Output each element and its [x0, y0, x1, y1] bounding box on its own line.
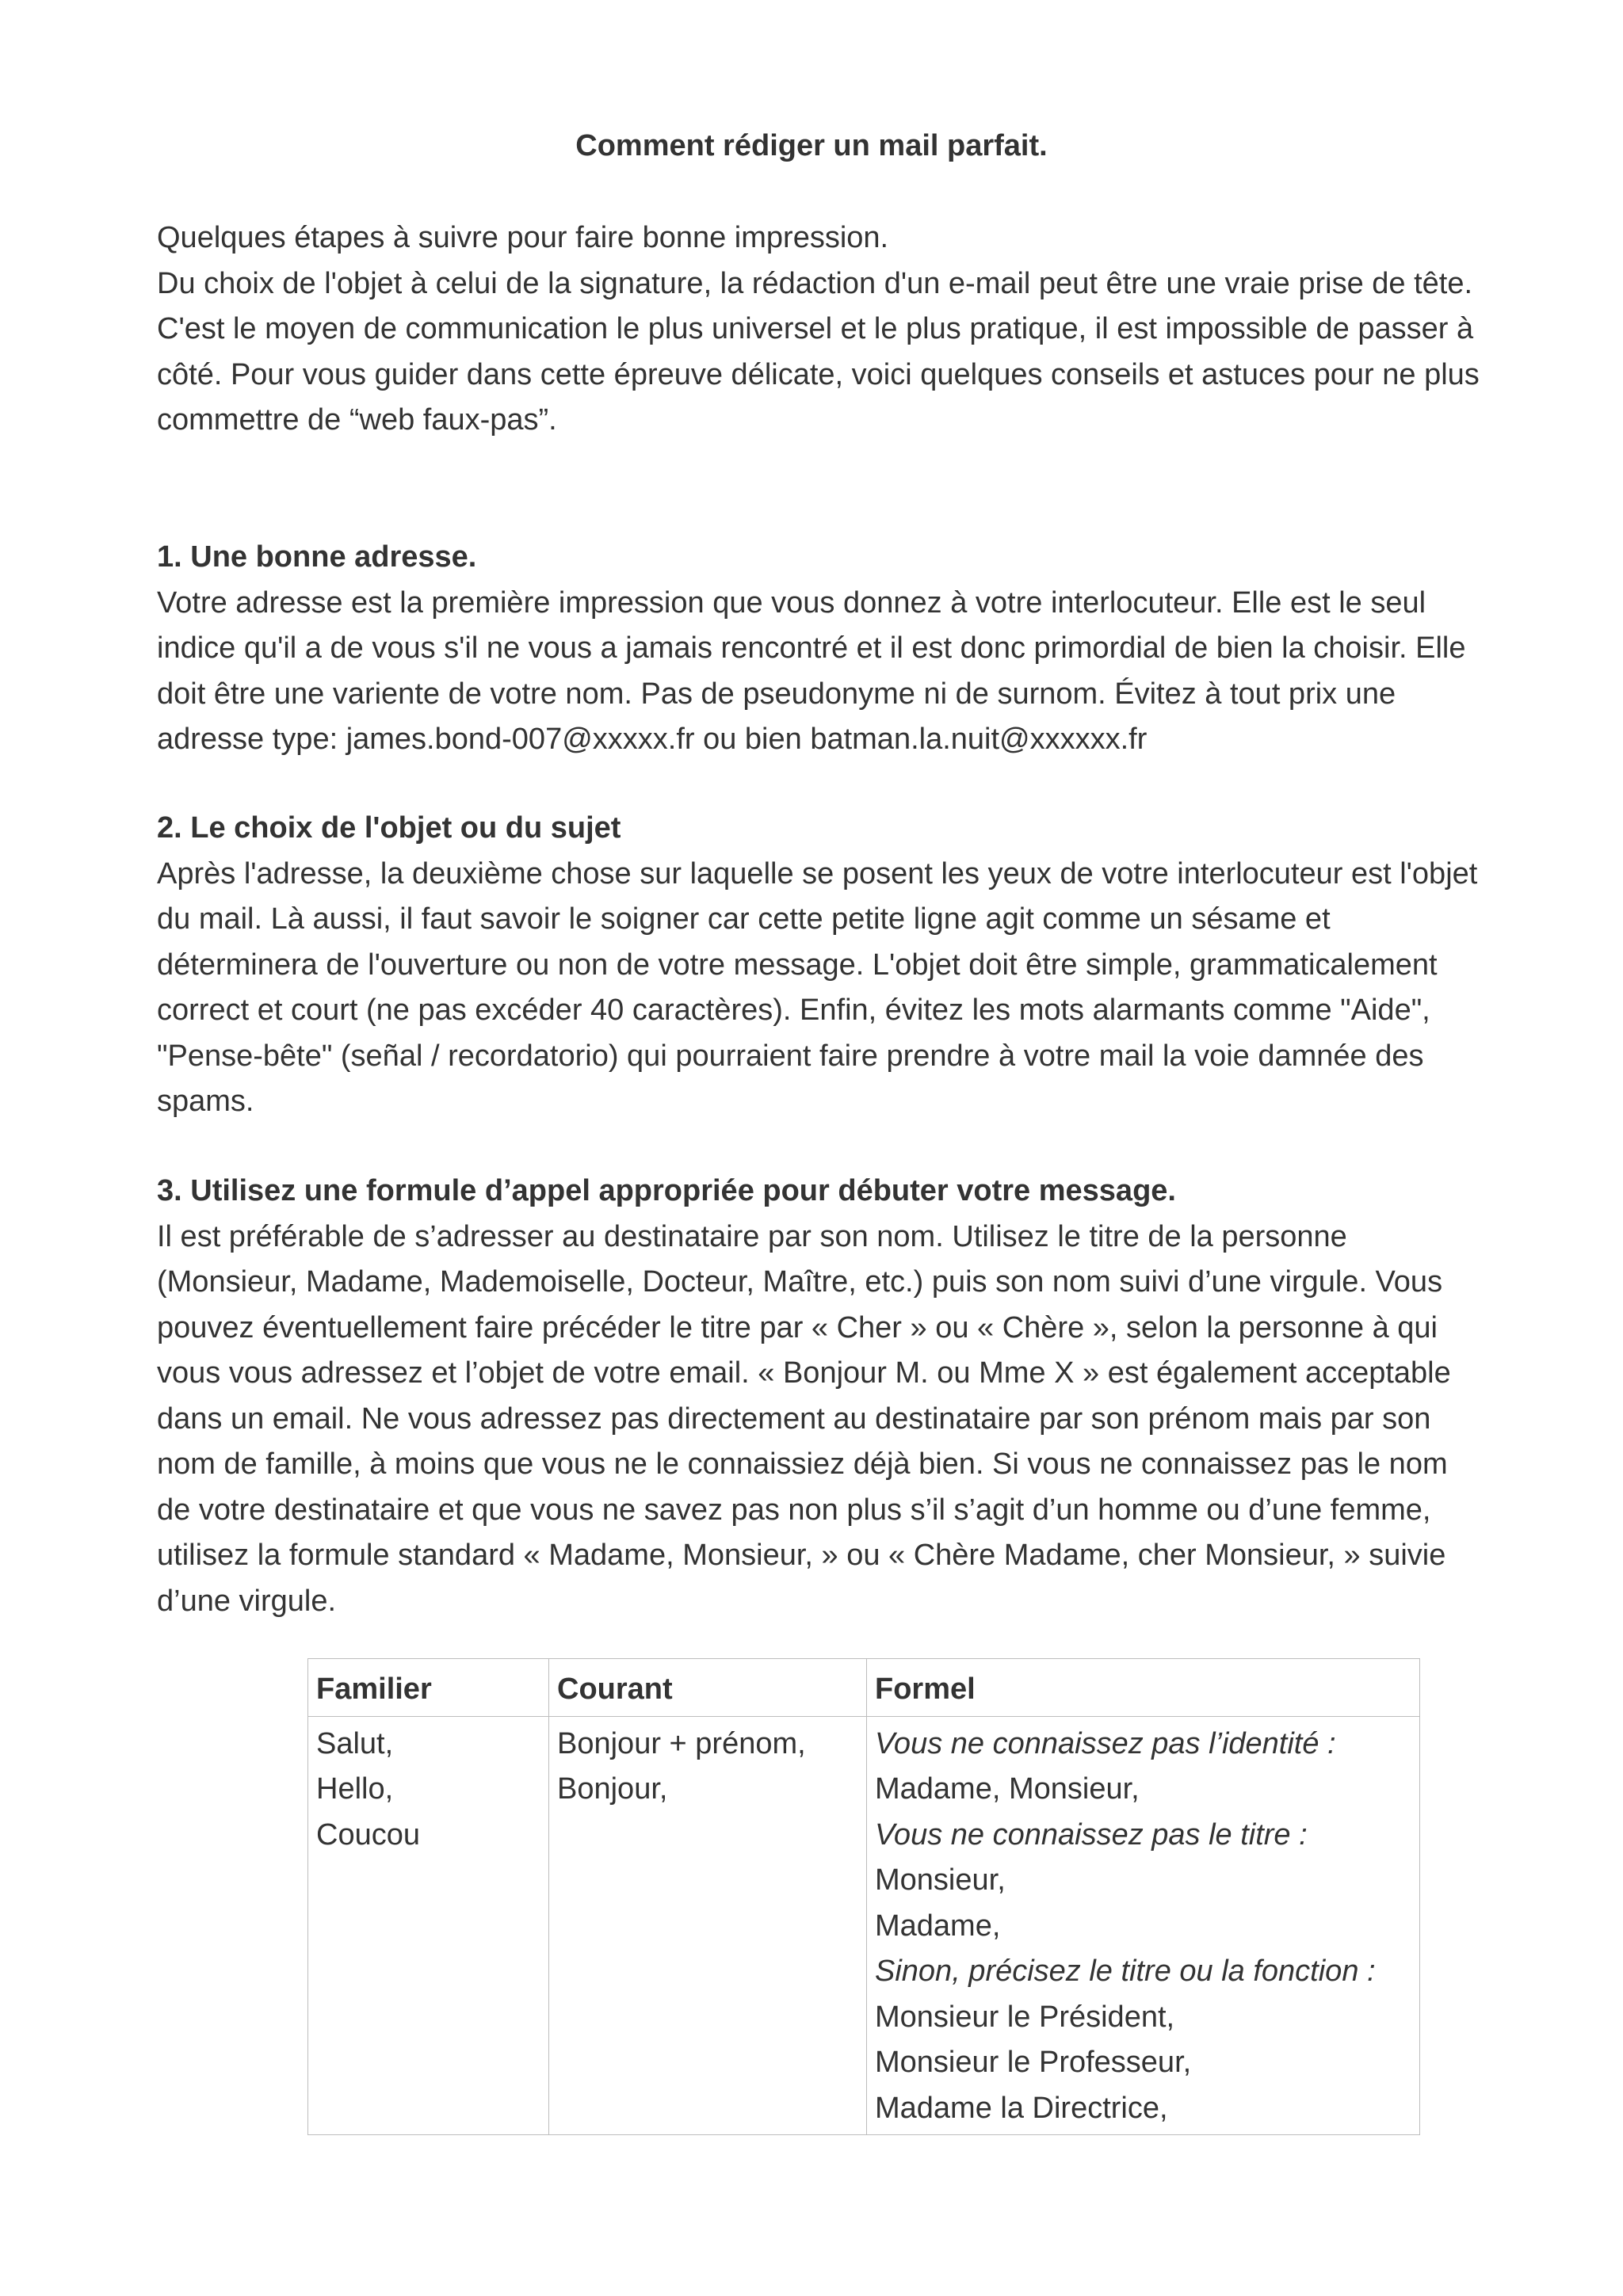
- formel-line: Madame, Monsieur,: [875, 1772, 1140, 1806]
- formel-line: Monsieur,: [875, 1863, 1006, 1897]
- formel-line: Vous ne connaissez pas le titre :: [875, 1817, 1308, 1852]
- section-body: Il est préférable de s’adresser au destinataire par son nom. Utilisez le titre de la personne (Monsieur, Madame, Mademoiselle, Docteur, Maître, etc.) puis son nom suivi d’une virgule. Vous pouvez éventuellement faire précéder le titre par « Cher » ou « Chère », selon la personne à qui vous vous adressez et l’objet de votre email. « Bonjour M. ou Mme X » est également acceptable dans un email. Ne vous adressez pas directement au destinataire par son prénom mais par son nom de famille, à moins que vous ne le connaissiez déjà bien. Si vous ne connaissez pas le nom de votre destinataire et que vous ne savez pas non plus s’il s’agit d’un homme ou d’une femme, utilisez la formule standard « Madame, Monsieur, » ou « Chère Madame, cher Monsieur, » suivie d’une virgule.: [157, 1219, 1451, 1618]
- section-heading: 2. Le choix de l'objet ou du sujet: [157, 811, 621, 845]
- header-courant: Courant: [549, 1659, 867, 1717]
- formules-table: [307, 1658, 1420, 2135]
- section-heading: 1. Une bonne adresse.: [157, 540, 477, 574]
- section-body: Votre adresse est la première impression que vous donnez à votre interlocuteur. Elle est le seul indice qu'il a de vous s'il ne vous a jamais rencontré et il est donc primordial de bien la choisir. Elle doit être une variente de votre nom. Pas de pseudonyme ni de surnom. Évitez à tout prix une adresse type: james.bond-007@xxxxx.fr ou bien batman.la.nuit@xxxxxx.fr: [157, 585, 1466, 756]
- courant-line: Bonjour,: [557, 1772, 668, 1806]
- cell-formel: [867, 1716, 1420, 2135]
- intro-first-line: Quelques étapes à suivre pour faire bonne impression.: [157, 221, 889, 254]
- section-objet: [157, 806, 1488, 1125]
- intro-block: [157, 215, 1488, 444]
- section-heading: 3. Utilisez une formule d’appel appropriée pour débuter votre message.: [157, 1174, 1176, 1207]
- table-header-row: [308, 1659, 1420, 1717]
- header-formel: Formel: [867, 1659, 1420, 1717]
- familier-line: Salut,: [316, 1726, 394, 1760]
- cell-courant: [549, 1716, 867, 2135]
- courant-line: Bonjour + prénom,: [557, 1726, 806, 1760]
- document-title: Comment rédiger un mail parfait.: [575, 129, 1048, 162]
- formel-line: Monsieur le Professeur,: [875, 2046, 1192, 2079]
- formel-line: Monsieur le Président,: [875, 2000, 1175, 2034]
- cell-familier: [308, 1716, 549, 2135]
- header-familier: Familier: [308, 1659, 549, 1717]
- formel-line: Sinon, précisez le titre ou la fonction :: [875, 1955, 1376, 1988]
- section-body: Après l'adresse, la deuxième chose sur laquelle se posent les yeux de votre interlocuteur est l'objet du mail. Là aussi, il faut savoir le soigner car cette petite ligne agit comme un sésame et déterminera de l'ouverture ou non de votre message. L'objet doit être simple, grammaticalement correct et court (ne pas excéder 40 caractères). Enfin, évitez les mots alarmants comme "Aide", "Pense-bête" (señal / recordatorio) qui pourraient faire prendre à votre mail la voie damnée des spams.: [157, 856, 1478, 1118]
- table-row: [308, 1716, 1420, 2135]
- section-formule-appel: [157, 1169, 1488, 1624]
- formel-line: Madame la Directrice,: [875, 2091, 1168, 2125]
- formel-line: Madame,: [875, 1909, 1001, 1943]
- formel-line: Vous ne connaissez pas l’identité :: [875, 1726, 1336, 1760]
- familier-line: Hello,: [316, 1772, 394, 1806]
- intro-paragraph: Du choix de l'objet à celui de la signature, la rédaction d'un e-mail peut être une vraie prise de tête. C'est le moyen de communication le plus universel et le plus pratique, il est impossible de passer à côté. Pour vous guider dans cette épreuve délicate, voici quelques conseils et astuces pour ne plus commettre de “web faux-pas”.: [157, 266, 1480, 437]
- familier-line: Coucou: [316, 1817, 420, 1852]
- section-adresse: [157, 535, 1488, 763]
